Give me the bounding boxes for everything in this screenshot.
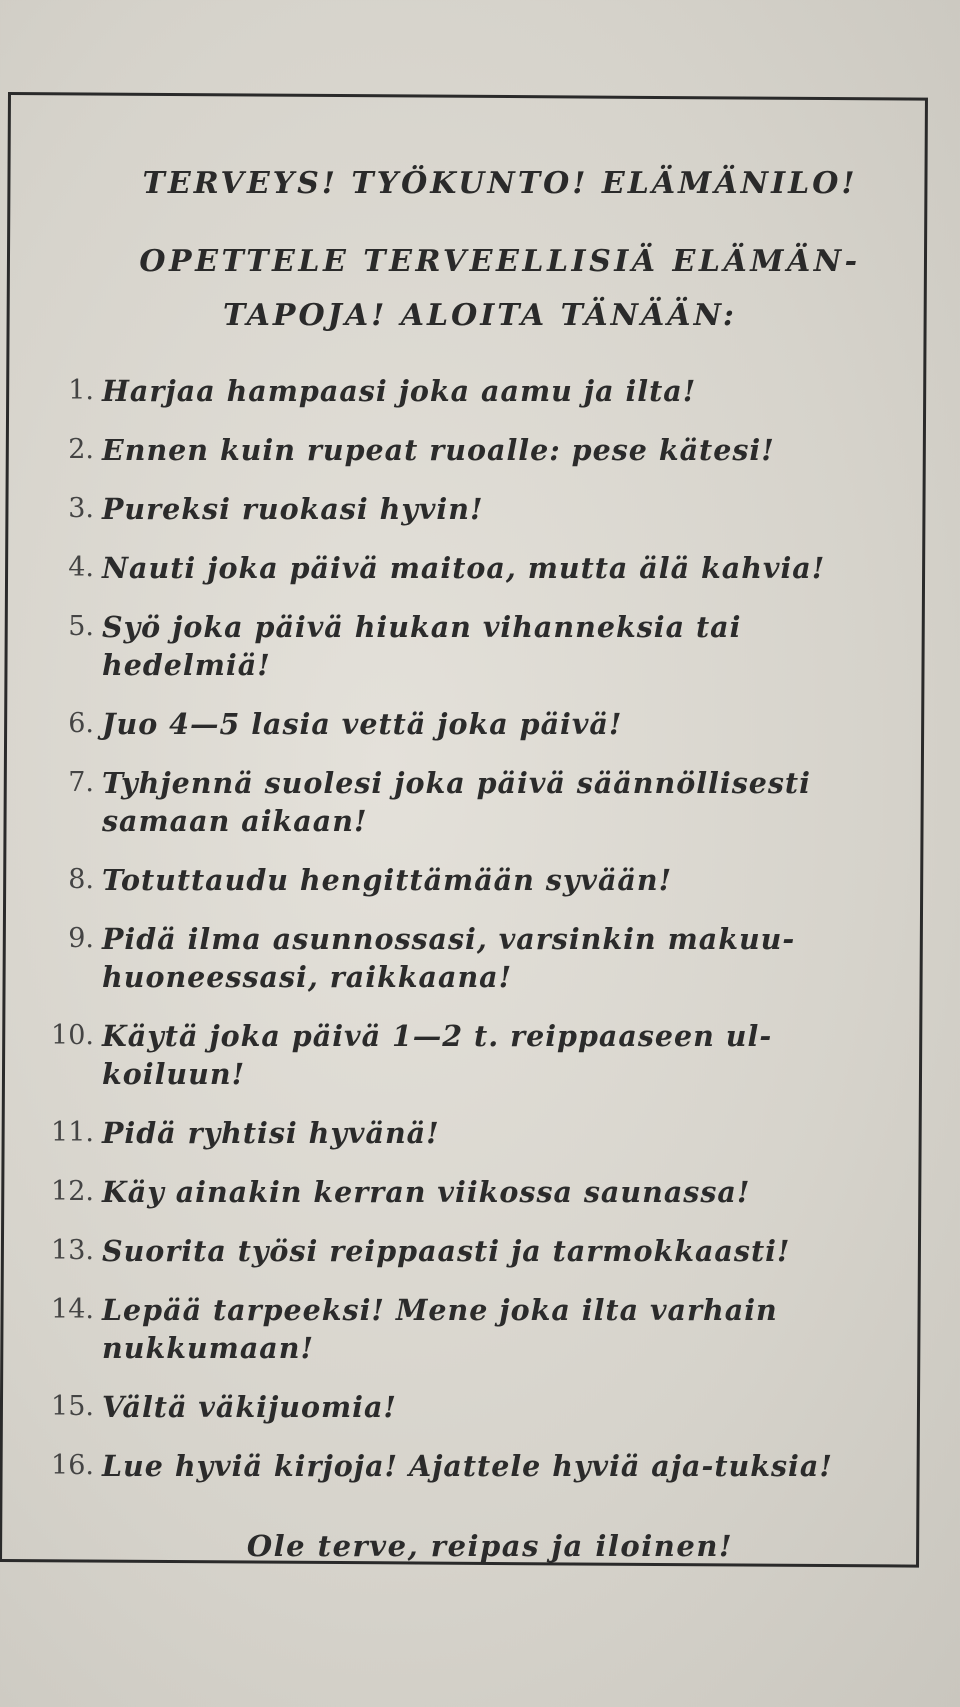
item-number: 5. [68, 611, 94, 642]
item-number: 7. [68, 767, 94, 798]
item-text: Ennen kuin rupeat ruoalle: pese kätesi! [102, 433, 775, 467]
list-item [40, 920, 920, 996]
item-text: Suorita työsi reippaasti ja tarmokkaasti! [102, 1234, 791, 1268]
item-text: Lue hyviä kirjoja! Ajattele hyviä aja-tuksia! [102, 1449, 833, 1483]
item-text: Pureksi ruokasi hyvin! [102, 492, 484, 526]
list-item [40, 1114, 920, 1152]
list-item [40, 861, 920, 899]
item-text: Syö joka päivä hiukan vihanneksia tai hedelmiä! [102, 610, 742, 682]
item-number: 14. [51, 1294, 94, 1325]
item-text: Käytä joka päivä 1—2 t. reippaaseen ul-koiluun! [102, 1019, 773, 1091]
item-number: 1. [68, 375, 94, 406]
list-item [40, 1232, 920, 1270]
list-item [40, 1447, 920, 1485]
list-item [40, 1017, 920, 1093]
page-title: TERVEYS! TYÖKUNTO! ELÄMÄNILO! [142, 166, 858, 201]
list-item [40, 549, 920, 587]
item-number: 10. [51, 1020, 94, 1051]
list-item [40, 490, 920, 528]
item-text: Lepää tarpeeksi! Mene joka ilta varhain nukkumaan! [102, 1293, 778, 1365]
list-item [40, 764, 920, 840]
subtitle-line-1: OPETTELE TERVEELLISIÄ ELÄMÄN- [139, 244, 861, 279]
item-text: Vältä väkijuomia! [102, 1390, 397, 1424]
item-number: 3. [68, 493, 94, 524]
item-text: Tyhjennä suolesi joka päivä säännöllisesti samaan aikaan! [102, 766, 811, 838]
item-number: 11. [51, 1117, 94, 1148]
list-item [40, 608, 920, 684]
list-item [40, 1173, 920, 1211]
item-text: Pidä ryhtisi hyvänä! [102, 1116, 440, 1150]
item-number: 9. [68, 923, 94, 954]
item-text: Harjaa hampaasi joka aamu ja ilta! [102, 374, 697, 408]
rules-list [40, 372, 920, 1506]
list-item [40, 431, 920, 469]
list-item [40, 372, 920, 410]
item-number: 13. [51, 1235, 94, 1266]
item-number: 15. [51, 1391, 94, 1422]
list-item [40, 1388, 920, 1426]
closing-line: Ole terve, reipas ja iloinen! [246, 1529, 734, 1563]
item-number: 8. [68, 864, 94, 895]
item-number: 16. [51, 1450, 94, 1481]
subtitle-line-2: TAPOJA! ALOITA TÄNÄÄN: [222, 298, 738, 333]
list-item [40, 705, 920, 743]
item-text: Pidä ilma asunnossasi, varsinkin makuu-huoneessasi, raikkaana! [102, 922, 796, 994]
item-text: Totuttaudu hengittämään syvään! [102, 863, 673, 897]
item-text: Juo 4—5 lasia vettä joka päivä! [102, 707, 623, 741]
item-text: Käy ainakin kerran viikossa saunassa! [102, 1175, 751, 1209]
item-number: 4. [68, 552, 94, 583]
item-number: 12. [51, 1176, 94, 1207]
item-number: 6. [68, 708, 94, 739]
list-item [40, 1291, 920, 1367]
item-text: Nauti joka päivä maitoa, mutta älä kahvia! [102, 551, 826, 585]
item-number: 2. [68, 434, 94, 465]
